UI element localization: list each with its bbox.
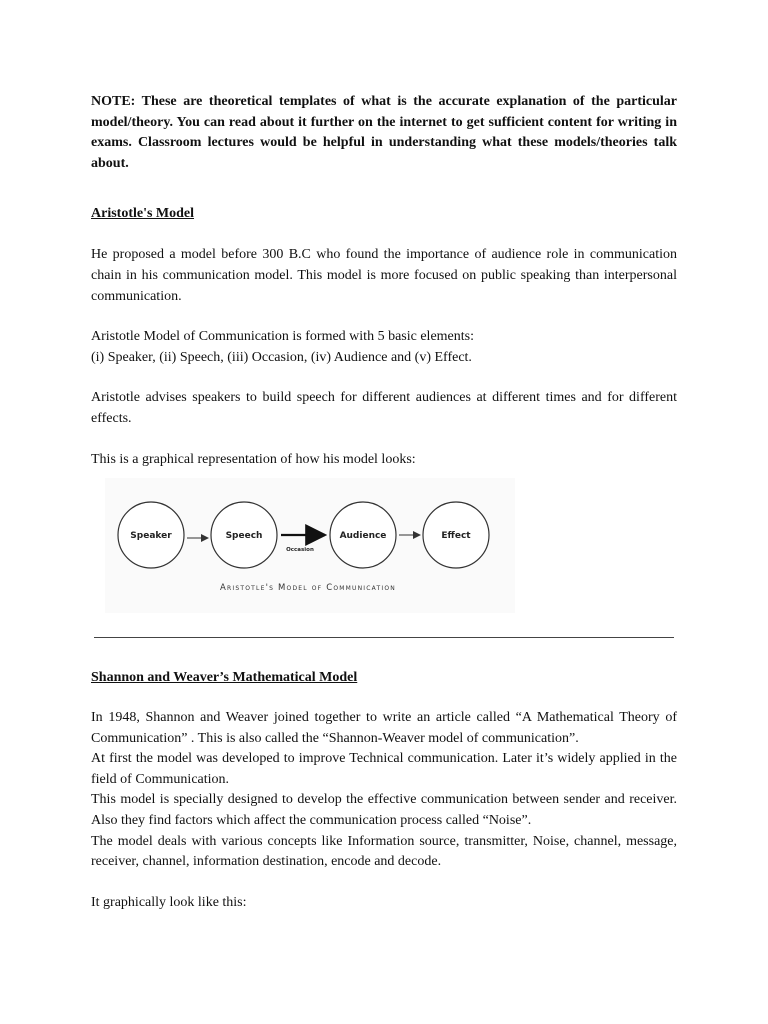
aristotle-model-diagram [105,478,515,613]
note-paragraph: NOTE: These are theoretical templates of what is the accurate explanation of the particular model/theory. You can read about it further on the internet to get sufficient content for writing in exams. Classroom lectures would be helpful in understanding what these models/theories talk about. [91,94,677,171]
shannon-heading: Shannon and Weaver’s Mathematical Model [91,670,358,685]
node-speech [211,502,277,568]
shannon-paragraph-2: At first the model was developed to improve Technical communication. Later it’s widely applied in the field of Communication. [91,751,677,787]
aristotle-intro-paragraph: He proposed a model before 300 B.C who found the importance of audience role in communication chain in his communication model. This model is more focused on public speaking than interpersonal communication. [91,247,677,304]
diagram-caption: Aristotle's Model of Communication [220,583,396,593]
document-body [91,92,677,490]
node-speaker-label: Speaker [130,531,172,541]
shannon-paragraph-3: This model is specially designed to develop the effective communication between sender and receiver. Also they find factors which affect the communication process called “Noise”. [91,792,677,828]
node-audience [330,502,396,568]
aristotle-advice-paragraph: Aristotle advises speakers to build speech for different audiences at different times and for different effects. [91,390,677,426]
shannon-paragraph-4: The model deals with various concepts like Information source, transmitter, Noise, channel, message, receiver, channel, information destination, encode and decode. [91,833,677,870]
node-speaker [118,502,184,568]
aristotle-elements-paragraph [91,327,677,368]
node-effect [423,502,489,568]
node-audience-label: Audience [339,531,387,541]
occasion-label: Occasion [286,547,314,553]
node-speech-label: Speech [225,531,263,541]
shannon-graphic-intro: It graphically look like this: [91,894,247,910]
node-effect-label: Effect [441,531,471,541]
aristotle-elements-line-2: (i) Speaker, (ii) Speech, (iii) Occasion, (iv) Audience and (v) Effect. [91,349,472,365]
shannon-section [91,668,677,913]
aristotle-graphic-intro: This is a graphical representation of how his model looks: [91,451,416,467]
section-divider [94,637,674,638]
shannon-paragraph-1: In 1948, Shannon and Weaver joined together to write an article called “A Mathematical Theory of Communication” . This is also called the “Shannon-Weaver model of communication”. [91,710,677,746]
aristotle-elements-line-1: Aristotle Model of Communication is formed with 5 basic elements: [91,329,474,345]
aristotle-heading: Aristotle's Model [91,206,195,222]
